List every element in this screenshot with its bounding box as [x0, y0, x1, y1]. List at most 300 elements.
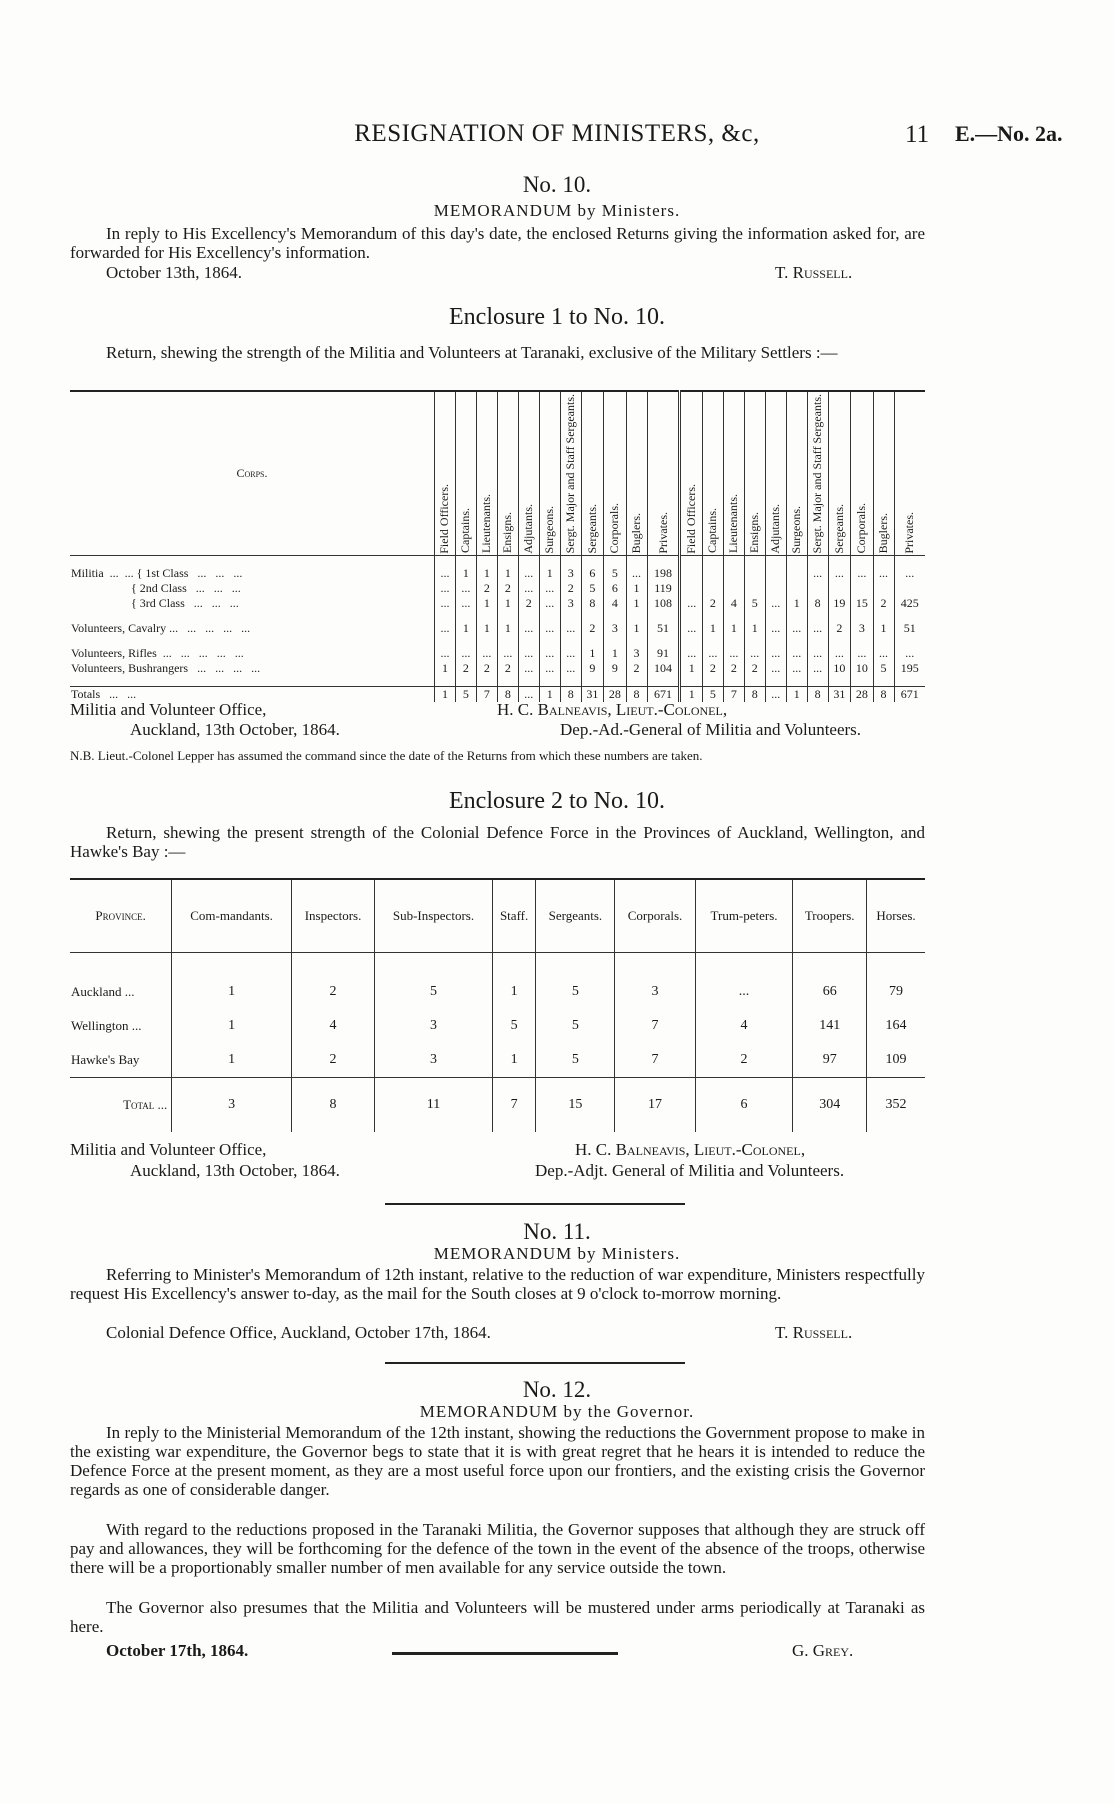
table-cell: 2: [695, 1043, 793, 1078]
militia-col-header: [680, 391, 702, 556]
militia-col-header: [455, 391, 476, 556]
table-cell: ...: [680, 621, 702, 636]
memo12-signature: G. Grey.: [792, 1641, 854, 1660]
table-cell: 51: [647, 621, 680, 636]
table-cell: 8: [626, 687, 647, 703]
table-cell: 5: [536, 975, 615, 1009]
spacer-cell: [539, 676, 560, 687]
spacer-cell: [851, 556, 873, 567]
table-cell: 28: [604, 687, 626, 703]
spacer-cell: [560, 611, 581, 621]
table-cell: 8: [807, 596, 828, 611]
table-row: [70, 661, 925, 676]
table-cell: ...: [828, 646, 850, 661]
spacer-cell: [828, 556, 850, 567]
table-cell: 1: [539, 566, 560, 581]
spacer-cell: [435, 636, 456, 646]
memo10-number: No. 10.: [522, 172, 592, 197]
table-cell: [828, 581, 850, 596]
table-cell: 2: [476, 661, 497, 676]
table-cell: 5: [492, 1009, 536, 1043]
memo12-para3: The Governor also presumes that the Militia and Volunteers will be mustered under arms periodically at Taranaki as here.: [70, 1598, 925, 1636]
table-cell: 9: [581, 661, 603, 676]
table-cell: 1: [497, 566, 518, 581]
table-cell: 5: [581, 581, 603, 596]
memo11-heading: MEMORANDUM by Ministers.: [433, 1244, 681, 1263]
table-cell: 3: [615, 975, 695, 1009]
memo12-para2: With regard to the reductions proposed in the Taranaki Militia, the Governor supposes that although they are struck off pay and allowances, they will be forthcoming for the defence of the town in the event of the absence of the troops, otherwise there will be a proportionably smaller number of men available for any service outside the town.: [70, 1520, 925, 1577]
spacer-cell: [581, 611, 603, 621]
table-cell: 10: [828, 661, 850, 676]
table-cell: 4: [695, 1009, 793, 1043]
table-cell: ...: [765, 596, 786, 611]
table-cell: 5: [873, 661, 894, 676]
spacer-cell: [581, 636, 603, 646]
table-cell: ...: [786, 661, 807, 676]
enclosure2-intro: Return, shewing the present strength of the Colonial Defence Force in the Provinces of Auckland, Wellington, and Hawke's Bay :—: [70, 823, 925, 861]
table-cell: ...: [873, 646, 894, 661]
spacer-cell: [744, 676, 765, 687]
militia-col-header: [518, 391, 539, 556]
table-cell: 7: [476, 687, 497, 703]
table-cell: 2: [723, 661, 744, 676]
table-cell: ...: [497, 646, 518, 661]
spacer-cell: [723, 636, 744, 646]
militia-col-label: Sergeants.: [831, 503, 846, 554]
table-cell: 119: [647, 581, 680, 596]
spacer-cell: [455, 611, 476, 621]
spacer-cell: [70, 556, 435, 567]
table-cell: 1: [786, 596, 807, 611]
spacer-cell: [476, 636, 497, 646]
table-cell: 352: [867, 1078, 926, 1133]
table-cell: ...: [680, 646, 702, 661]
table-cell: 8: [497, 687, 518, 703]
spacer-cell: [894, 556, 925, 567]
spacer-cell: [807, 636, 828, 646]
table-cell: [894, 581, 925, 596]
colonial-defence-table: [70, 878, 925, 1132]
table-cell: ...: [518, 661, 539, 676]
militia-col-label: Captains.: [705, 508, 720, 554]
table-cell: 1: [626, 596, 647, 611]
spacer-cell: [647, 611, 680, 621]
table-cell: 2: [497, 661, 518, 676]
table-cell: 1: [744, 621, 765, 636]
table-cell: 7: [615, 1043, 695, 1078]
table-cell: ...: [539, 581, 560, 596]
spacer-cell: [894, 611, 925, 621]
table-cell: 2: [626, 661, 647, 676]
table-cell: 66: [793, 975, 867, 1009]
militia-table-header: [70, 391, 925, 556]
table-cell: 1: [435, 687, 456, 703]
table-cell: ...: [765, 687, 786, 703]
table-cell: 97: [793, 1043, 867, 1078]
spacer-cell: [497, 556, 518, 567]
table-cell: 304: [793, 1078, 867, 1133]
memo12-heading: MEMORANDUM by the Governor.: [419, 1402, 695, 1421]
table-cell: ...: [894, 646, 925, 661]
table-cell: 3: [375, 1043, 493, 1078]
spacer-cell: [744, 636, 765, 646]
militia-col-header: [647, 391, 680, 556]
table-row: [70, 566, 925, 581]
spacer-cell: [786, 676, 807, 687]
table-cell: [744, 581, 765, 596]
table-cell: 8: [807, 687, 828, 703]
totals-row: [70, 1078, 925, 1133]
spacer-cell: [497, 676, 518, 687]
colonial-col-header: Inspectors.: [291, 879, 374, 953]
militia-col-header: [851, 391, 873, 556]
table-cell: [765, 566, 786, 581]
table-cell: 5: [744, 596, 765, 611]
spacer-cell: [702, 611, 723, 621]
memo11-body: Referring to Minister's Memorandum of 12th instant, relative to the reduction of war expenditure, Ministers respectfully request His Excellency's answer to-day, as the mail for the South closes at 9 o'clock to-morrow morning.: [70, 1265, 925, 1303]
corps-header: Corps.: [236, 466, 268, 481]
spacer-cell: [786, 611, 807, 621]
table-cell: 5: [702, 687, 723, 703]
table-cell: ...: [539, 621, 560, 636]
table-cell: ...: [894, 566, 925, 581]
table-cell: Hawke's Bay: [71, 1052, 140, 1067]
spacer-cell: [765, 636, 786, 646]
spacer-cell: [647, 636, 680, 646]
memo11-date: Colonial Defence Office, Auckland, October 17th, 1864.: [106, 1323, 491, 1342]
table-cell: ...: [435, 581, 456, 596]
table-cell: 8: [560, 687, 581, 703]
spacer-cell: [70, 676, 435, 687]
militia-col-label: Captains.: [458, 508, 473, 554]
spacer-cell: [435, 611, 456, 621]
militia-col-label: Surgeons.: [789, 505, 804, 554]
militia-col-label: Sergeants.: [584, 503, 599, 554]
enclosure1-title: Enclosure 1 to No. 10.: [449, 304, 665, 330]
table-cell: ...: [560, 621, 581, 636]
spacer-cell: [435, 556, 456, 567]
table-cell: 1: [497, 596, 518, 611]
table-cell: 5: [604, 566, 626, 581]
table-cell: 51: [894, 621, 925, 636]
table-cell: ...: [786, 621, 807, 636]
table-cell: ...: [435, 596, 456, 611]
running-title: RESIGNATION OF MINISTERS, &c,: [354, 120, 760, 147]
militia-col-label: Ensigns.: [500, 512, 515, 554]
table-cell: 1: [873, 621, 894, 636]
table-cell: 3: [560, 566, 581, 581]
table-cell: 1: [172, 1043, 292, 1078]
table-cell: 6: [695, 1078, 793, 1133]
spacer-cell: [793, 953, 867, 976]
table-cell: Total ...: [70, 1078, 172, 1133]
table-cell: ...: [560, 646, 581, 661]
table-cell: [702, 581, 723, 596]
militia-col-header: [476, 391, 497, 556]
spacer-cell: [828, 676, 850, 687]
table-cell: 2: [828, 621, 850, 636]
spacer-cell: [894, 676, 925, 687]
militia-col-label: Adjutants.: [521, 503, 536, 554]
table-cell: 3: [375, 1009, 493, 1043]
table-cell: 8: [291, 1078, 374, 1133]
table-cell: 2: [455, 661, 476, 676]
spacer-cell: [435, 676, 456, 687]
militia-col-header: [723, 391, 744, 556]
militia-col-label: Corporals.: [607, 502, 622, 554]
spacer-cell: [455, 556, 476, 567]
spacer-cell: [873, 611, 894, 621]
spacer-row: [70, 953, 925, 976]
table-cell: ...: [435, 566, 456, 581]
table-cell: ...: [455, 581, 476, 596]
table-cell: 3: [626, 646, 647, 661]
spacer-cell: [807, 676, 828, 687]
table-cell: ...: [695, 975, 793, 1009]
militia-col-header: [497, 391, 518, 556]
table-cell: ...: [518, 646, 539, 661]
table-cell: 1: [455, 621, 476, 636]
colonial-col-header: Province.: [70, 879, 172, 953]
militia-col-header: [560, 391, 581, 556]
table-cell: ...: [873, 566, 894, 581]
spacer-cell: [172, 953, 292, 976]
table-cell: 6: [604, 581, 626, 596]
spacer-cell: [455, 636, 476, 646]
spacer-cell: [518, 556, 539, 567]
spacer-cell: [647, 556, 680, 567]
spacer-cell: [497, 611, 518, 621]
table-cell: [786, 581, 807, 596]
colonial-col-header: Horses.: [867, 879, 926, 953]
table-cell: 4: [604, 596, 626, 611]
table-cell: 1: [172, 1009, 292, 1043]
spacer-cell: [455, 676, 476, 687]
militia-col-header: [581, 391, 603, 556]
table-row: [70, 596, 925, 611]
table-cell: [680, 566, 702, 581]
table-cell: Auckland ...: [71, 984, 135, 999]
spacer-cell: [539, 556, 560, 567]
spacer-cell: [680, 676, 702, 687]
table-cell: 1: [626, 581, 647, 596]
militia-col-label: Field Officers.: [437, 483, 452, 554]
table-cell: ...: [851, 566, 873, 581]
militia-table: [70, 390, 925, 702]
table-cell: 1: [172, 975, 292, 1009]
militia-col-label: Buglers.: [876, 512, 891, 554]
table-cell: [680, 581, 702, 596]
enc1-sig-name: H. C. Balneavis, Lieut.-Colonel,: [497, 700, 728, 719]
table-cell: ...: [518, 566, 539, 581]
table-cell: 2: [873, 596, 894, 611]
table-cell: 2: [702, 661, 723, 676]
memo10-heading: MEMORANDUM by Ministers.: [433, 201, 681, 220]
militia-col-label: Adjutants.: [768, 503, 783, 554]
spacer-cell: [695, 953, 793, 976]
spacer-cell: [581, 676, 603, 687]
row-label: Volunteers, Cavalry ... ... ... ... ...: [71, 621, 251, 636]
militia-col-label: Privates.: [655, 511, 670, 554]
table-cell: ...: [518, 581, 539, 596]
spacer-cell: [476, 676, 497, 687]
colonial-col-header: Trum-peters.: [695, 879, 793, 953]
row-label: Militia ... ... { 1st Class ... ... ...: [71, 566, 243, 581]
table-cell: 3: [172, 1078, 292, 1133]
spacer-cell: [723, 676, 744, 687]
militia-col-label: Corporals.: [854, 502, 869, 554]
enclosure2-title: Enclosure 2 to No. 10.: [449, 788, 665, 814]
table-cell: 425: [894, 596, 925, 611]
memo12-date: October 17th, 1864.: [106, 1641, 249, 1660]
enc2-sig-name: H. C. Balneavis, Lieut.-Colonel,: [575, 1140, 806, 1159]
row-label: Volunteers, Rifles ... ... ... ... ...: [71, 646, 244, 661]
colonial-col-header: Troopers.: [793, 879, 867, 953]
militia-col-header: [786, 391, 807, 556]
militia-col-header: [765, 391, 786, 556]
table-cell: ...: [455, 596, 476, 611]
spacer-cell: [626, 636, 647, 646]
table-cell: ...: [455, 646, 476, 661]
table-cell: ...: [476, 646, 497, 661]
militia-col-label: Surgeons.: [542, 505, 557, 554]
spacer-cell: [476, 611, 497, 621]
table-cell: 4: [291, 1009, 374, 1043]
militia-col-label: Lieutenants.: [726, 494, 741, 554]
spacer-cell: [786, 636, 807, 646]
table-cell: [786, 566, 807, 581]
table-cell: 1: [435, 661, 456, 676]
table-cell: 28: [851, 687, 873, 703]
table-cell: 2: [560, 581, 581, 596]
spacer-cell: [604, 611, 626, 621]
table-cell: 2: [581, 621, 603, 636]
militia-col-header: [702, 391, 723, 556]
table-cell: 104: [647, 661, 680, 676]
table-row: [70, 581, 925, 596]
table-cell: ...: [435, 646, 456, 661]
spacer-cell: [894, 636, 925, 646]
enc2-place-date: Auckland, 13th October, 1864.: [130, 1161, 340, 1180]
militia-col-label: Sergt. Major and Staff Sergeants.: [810, 394, 825, 554]
table-cell: 109: [867, 1043, 926, 1078]
table-cell: 2: [518, 596, 539, 611]
table-cell: 2: [291, 975, 374, 1009]
enc1-note: N.B. Lieut.-Colonel Lepper has assumed the command since the date of the Returns from which these numbers are taken.: [70, 748, 703, 763]
table-cell: 1: [476, 596, 497, 611]
militia-col-header: [744, 391, 765, 556]
militia-col-label: Field Officers.: [684, 483, 699, 554]
spacer-cell: [873, 636, 894, 646]
table-cell: Wellington ...: [71, 1018, 142, 1033]
spacer-cell: [626, 556, 647, 567]
spacer-cell: [626, 676, 647, 687]
militia-col-header: [626, 391, 647, 556]
table-cell: 1: [723, 621, 744, 636]
enclosure1-intro: Return, shewing the strength of the Militia and Volunteers at Taranaki, exclusive of the Military Settlers :—: [106, 343, 838, 362]
militia-col-header: [604, 391, 626, 556]
spacer-cell: [867, 953, 926, 976]
table-cell: ...: [851, 646, 873, 661]
spacer-row: [70, 636, 925, 646]
table-cell: 108: [647, 596, 680, 611]
enc1-sig-title: Dep.-Ad.-General of Militia and Volunteers.: [560, 720, 862, 739]
table-cell: 1: [492, 1043, 536, 1078]
spacer-cell: [765, 611, 786, 621]
table-cell: 1: [476, 566, 497, 581]
spacer-cell: [560, 636, 581, 646]
table-cell: [723, 581, 744, 596]
table-cell: 5: [375, 975, 493, 1009]
table-cell: 2: [291, 1043, 374, 1078]
militia-col-header: [807, 391, 828, 556]
table-cell: 8: [873, 687, 894, 703]
spacer-cell: [765, 676, 786, 687]
spacer-cell: [702, 556, 723, 567]
spacer-cell: [291, 953, 374, 976]
spacer-cell: [851, 611, 873, 621]
spacer-cell: [828, 611, 850, 621]
table-cell: 3: [851, 621, 873, 636]
militia-col-header: [828, 391, 850, 556]
table-cell: ...: [723, 646, 744, 661]
spacer-cell: [680, 636, 702, 646]
table-cell: 1: [492, 975, 536, 1009]
spacer-cell: [873, 676, 894, 687]
spacer-cell: [807, 611, 828, 621]
table-cell: [702, 566, 723, 581]
spacer-cell: [807, 556, 828, 567]
table-cell: 671: [647, 687, 680, 703]
table-cell: ...: [539, 646, 560, 661]
divider: [385, 1362, 685, 1364]
table-cell: ...: [786, 646, 807, 661]
spacer-cell: [581, 556, 603, 567]
table-cell: ...: [560, 661, 581, 676]
table-cell: 8: [744, 687, 765, 703]
memo10-body: In reply to His Excellency's Memorandum of this day's date, the enclosed Returns giving the information asked for, are forwarded for His Excellency's information.: [70, 224, 925, 262]
memo11-number: No. 11.: [523, 1219, 591, 1244]
table-cell: 15: [851, 596, 873, 611]
spacer-cell: [786, 556, 807, 567]
spacer-cell: [518, 676, 539, 687]
table-cell: 10: [851, 661, 873, 676]
table-cell: 1: [604, 646, 626, 661]
memo10-date: October 13th, 1864.: [106, 263, 242, 282]
militia-col-label: Privates.: [902, 511, 917, 554]
table-cell: 15: [536, 1078, 615, 1133]
table-cell: 2: [702, 596, 723, 611]
memo12-para1: In reply to the Ministerial Memorandum of the 12th instant, showing the reductions the Government propose to make in the existing war expenditure, the Governor begs to state that it is with great regret that he hears it is intended to reduce the Defence Force at the present moment, as they are a most useful force upon our frontiers, and the existing crisis the Governor regards as one of considerable danger.: [70, 1423, 925, 1499]
spacer-cell: [539, 636, 560, 646]
divider: [385, 1203, 685, 1205]
table-row: [70, 1009, 925, 1043]
colonial-col-header: Corporals.: [615, 879, 695, 953]
table-cell: 5: [536, 1009, 615, 1043]
table-cell: 9: [604, 661, 626, 676]
table-cell: ...: [539, 596, 560, 611]
militia-col-label: Sergt. Major and Staff Sergeants.: [563, 394, 578, 554]
table-row: [70, 975, 925, 1009]
spacer-cell: [497, 636, 518, 646]
table-row: [70, 646, 925, 661]
table-cell: 195: [894, 661, 925, 676]
spacer-cell: [604, 676, 626, 687]
spacer-cell: [702, 636, 723, 646]
spacer-cell: [647, 676, 680, 687]
table-cell: [873, 581, 894, 596]
row-label: { 3rd Class ... ... ...: [71, 596, 239, 611]
